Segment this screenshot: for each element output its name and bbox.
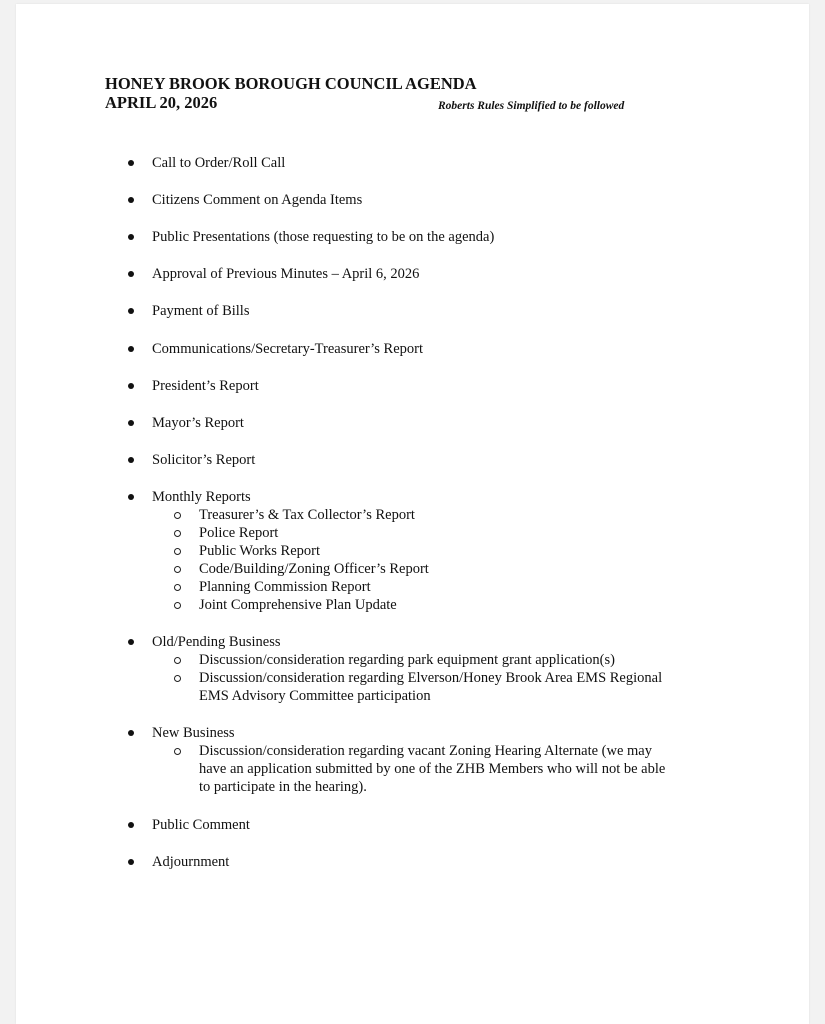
agenda-item-label: Old/Pending Business [152,634,281,650]
subitem-label: Planning Commission Report [199,579,371,595]
bullet-icon [128,308,134,314]
agenda-item-label: Communications/Secretary-Treasurer’s Report [152,341,424,357]
bullet-icon [128,639,134,645]
subitem-label: Discussion/consideration regarding park equipment grant application(s) [199,652,615,668]
circle-bullet-icon [174,675,181,682]
bullet-icon [128,494,134,500]
subitem-label: Police Report [199,525,279,541]
subitem-label: Discussion/consideration regarding Elverson/Honey Brook Area EMS Regional [199,670,663,686]
bullet-icon [128,420,134,426]
agenda-item-label: Public Presentations (those requesting to be on the agenda) [152,229,495,245]
meeting-date: APRIL 20, 2026 [105,93,218,112]
bullet-icon [128,457,134,463]
bullet-icon [128,822,134,828]
circle-bullet-icon [174,657,181,664]
subitem-label: EMS Advisory Committee participation [199,688,431,704]
agenda-item-label: Monthly Reports [152,489,251,505]
agenda-item-label: Citizens Comment on Agenda Items [152,192,363,208]
agenda-list [16,4,809,1024]
agenda-item-label: Public Comment [152,817,250,833]
bullet-icon [128,271,134,277]
circle-bullet-icon [174,548,181,555]
rules-note: Roberts Rules Simplified to be followed [438,100,625,112]
bullet-icon [128,234,134,240]
document-page [16,4,809,1024]
agenda-item-label: Call to Order/Roll Call [152,155,286,171]
bullet-icon [128,859,134,865]
circle-bullet-icon [174,530,181,537]
subitem-label: have an application submitted by one of the ZHB Members who will not be able [199,761,666,777]
bullet-icon [128,160,134,166]
agenda-item-label: Payment of Bills [152,303,250,319]
circle-bullet-icon [174,602,181,609]
subitem-label: Code/Building/Zoning Officer’s Report [199,561,429,577]
agenda-item-label: Solicitor’s Report [152,452,256,468]
subitem-label: Public Works Report [199,543,321,559]
bullet-icon [128,383,134,389]
agenda-item-label: New Business [152,725,235,741]
document-title: HONEY BROOK BOROUGH COUNCIL AGENDA [105,74,477,93]
bullet-icon [128,346,134,352]
agenda-item-label: Mayor’s Report [152,415,244,431]
circle-bullet-icon [174,512,181,519]
circle-bullet-icon [174,748,181,755]
subitem-label: to participate in the hearing). [199,779,367,795]
agenda-item-label: Adjournment [152,854,230,870]
subitem-label: Treasurer’s & Tax Collector’s Report [199,507,415,523]
subitem-label: Joint Comprehensive Plan Update [199,597,397,613]
circle-bullet-icon [174,566,181,573]
circle-bullet-icon [174,584,181,591]
bullet-icon [128,730,134,736]
bullet-icon [128,197,134,203]
agenda-item-label: Approval of Previous Minutes – April 6, 2026 [152,266,420,282]
subitem-label: Discussion/consideration regarding vacant Zoning Hearing Alternate (we may [199,743,652,759]
agenda-item-label: President’s Report [152,378,259,394]
